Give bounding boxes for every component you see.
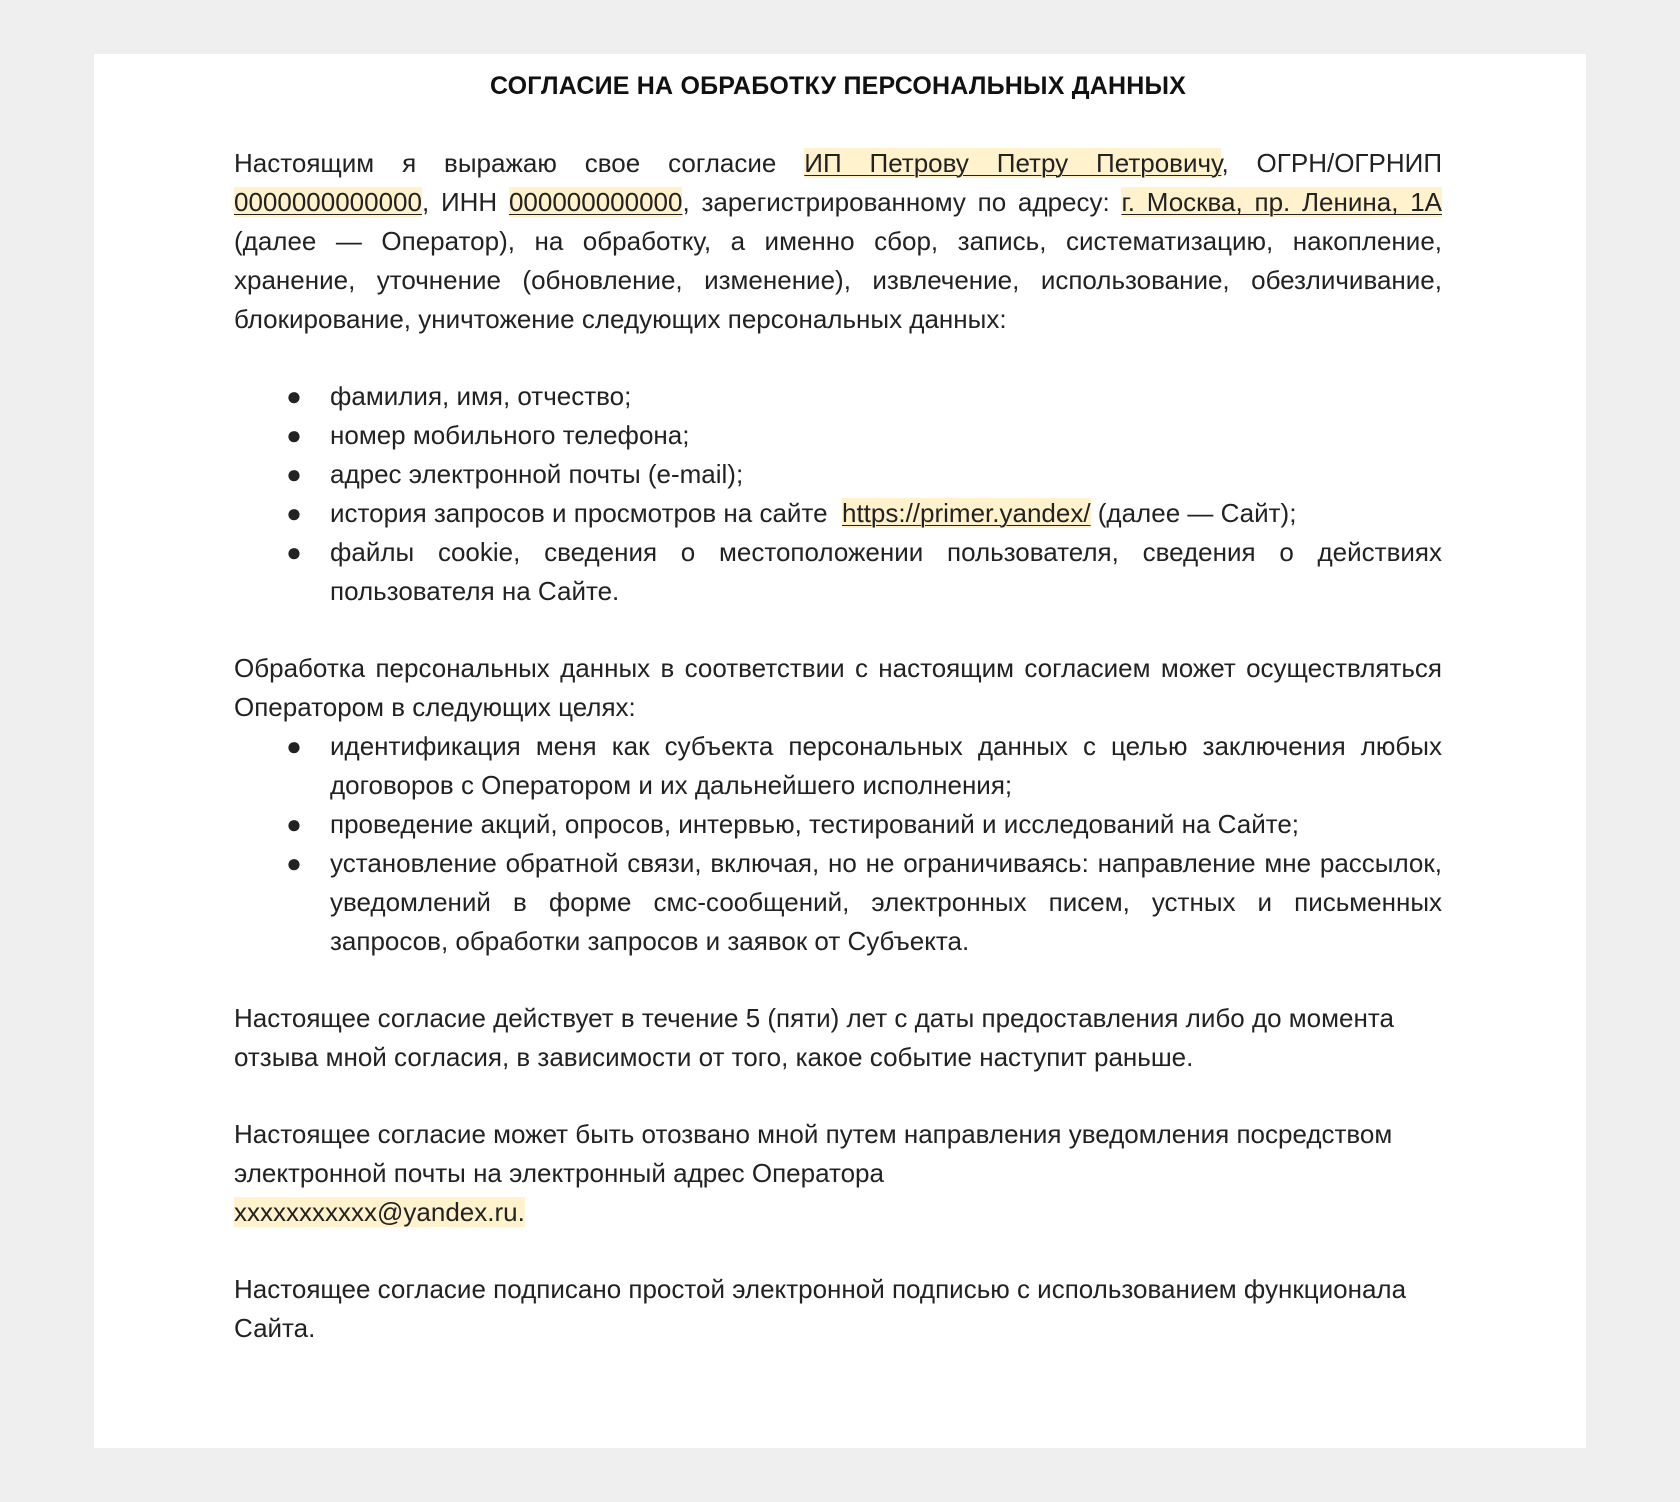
list-item-text: фамилия, имя, отчество;	[330, 381, 632, 411]
bullet-icon: ●	[286, 848, 302, 878]
bullet-icon: ●	[286, 459, 302, 489]
document-page	[94, 54, 1586, 1448]
bullet-icon: ●	[286, 809, 302, 839]
bullet-icon: ●	[286, 498, 302, 528]
intro-text-1: Настоящим я выражаю свое согласие	[234, 148, 805, 178]
operator-name: ИП Петрову Петру Петровичу	[804, 148, 1222, 178]
list-item	[234, 494, 1442, 533]
purposes-list	[234, 727, 1442, 961]
spacer	[234, 961, 1442, 999]
spacer	[234, 1077, 1442, 1115]
list-item-text: (далее — Сайт);	[1090, 498, 1297, 528]
bullet-icon: ●	[286, 537, 302, 567]
revocation-paragraph	[234, 1115, 1442, 1232]
intro-text-4: , зарегистрированному по адресу:	[682, 187, 1122, 217]
intro-text-3: , ИНН	[421, 187, 509, 217]
list-item	[234, 455, 1442, 494]
operator-address: г. Москва, пр. Ленина, 1А	[1121, 187, 1442, 217]
bullet-icon: ●	[286, 420, 302, 450]
operator-email: xxxxxxxxxxx@yandex.ru.	[234, 1197, 525, 1227]
inn-value: 000000000000	[508, 187, 683, 217]
list-item-text: адрес электронной почты (e-mail);	[330, 459, 744, 489]
list-item	[234, 805, 1442, 844]
spacer	[234, 106, 1442, 144]
list-item-text: файлы cookie, сведения о местоположении пользователя, сведения о действиях пользователя на Сайте.	[330, 537, 1442, 606]
intro-text-5: (далее — Оператор), на обработку, а именно сбор, запись, систематизацию, накопление, хранение, уточнение (обновление, изменение), извлечение, использование, обезличивание, блокирование, уничтожение следующих персональных данных:	[234, 226, 1442, 334]
list-item	[234, 727, 1442, 805]
intro-text-2: , ОГРН/ОГРНИП	[1221, 148, 1443, 178]
validity-paragraph: Настоящее согласие действует в течение 5 (пяти) лет с даты предоставления либо до момента отзыва мной согласия, в зависимости от того, какое событие наступит раньше.	[234, 1003, 1394, 1072]
list-item-text: идентификация меня как субъекта персональных данных с целью заключения любых договоров с Оператором и их дальнейшего исполнения;	[330, 731, 1442, 800]
list-item-text: номер мобильного телефона;	[330, 420, 690, 450]
bullet-icon: ●	[286, 731, 302, 761]
list-item	[234, 416, 1442, 455]
list-item-text: установление обратной связи, включая, но не ограничиваясь: направление мне рассылок, уведомлений в форме смс-сообщений, электронных писем, устных и письменных запросов, обработки запросов и заявок от Субъекта.	[330, 848, 1442, 956]
ogrn-value: 0000000000000	[234, 187, 422, 217]
site-link[interactable]: https://primer.yandex/	[841, 498, 1091, 528]
purposes-intro: Обработка персональных данных в соответствии с настоящим согласием может осуществляться Оператором в следующих целях:	[234, 653, 1442, 722]
list-item-text: проведение акций, опросов, интервью, тестирований и исследований на Сайте;	[330, 809, 1300, 839]
spacer	[234, 611, 1442, 649]
list-item-text: история запросов и просмотров на сайте	[330, 498, 842, 528]
revocation-text: Настоящее согласие может быть отозвано мной путем направления уведомления посредством электронной почты на электронный адрес Оператора	[234, 1119, 1393, 1188]
list-item	[234, 533, 1442, 611]
bullet-icon: ●	[286, 381, 302, 411]
spacer	[234, 1232, 1442, 1270]
personal-data-list	[234, 377, 1442, 611]
list-item	[234, 844, 1442, 961]
signature-paragraph: Настоящее согласие подписано простой электронной подписью с использованием функционала Сайта.	[234, 1274, 1407, 1343]
document-title: СОГЛАСИЕ НА ОБРАБОТКУ ПЕРСОНАЛЬНЫХ ДАННЫХ	[489, 72, 1187, 100]
spacer	[234, 339, 1442, 377]
intro-paragraph	[234, 144, 1442, 339]
list-item	[234, 377, 1442, 416]
